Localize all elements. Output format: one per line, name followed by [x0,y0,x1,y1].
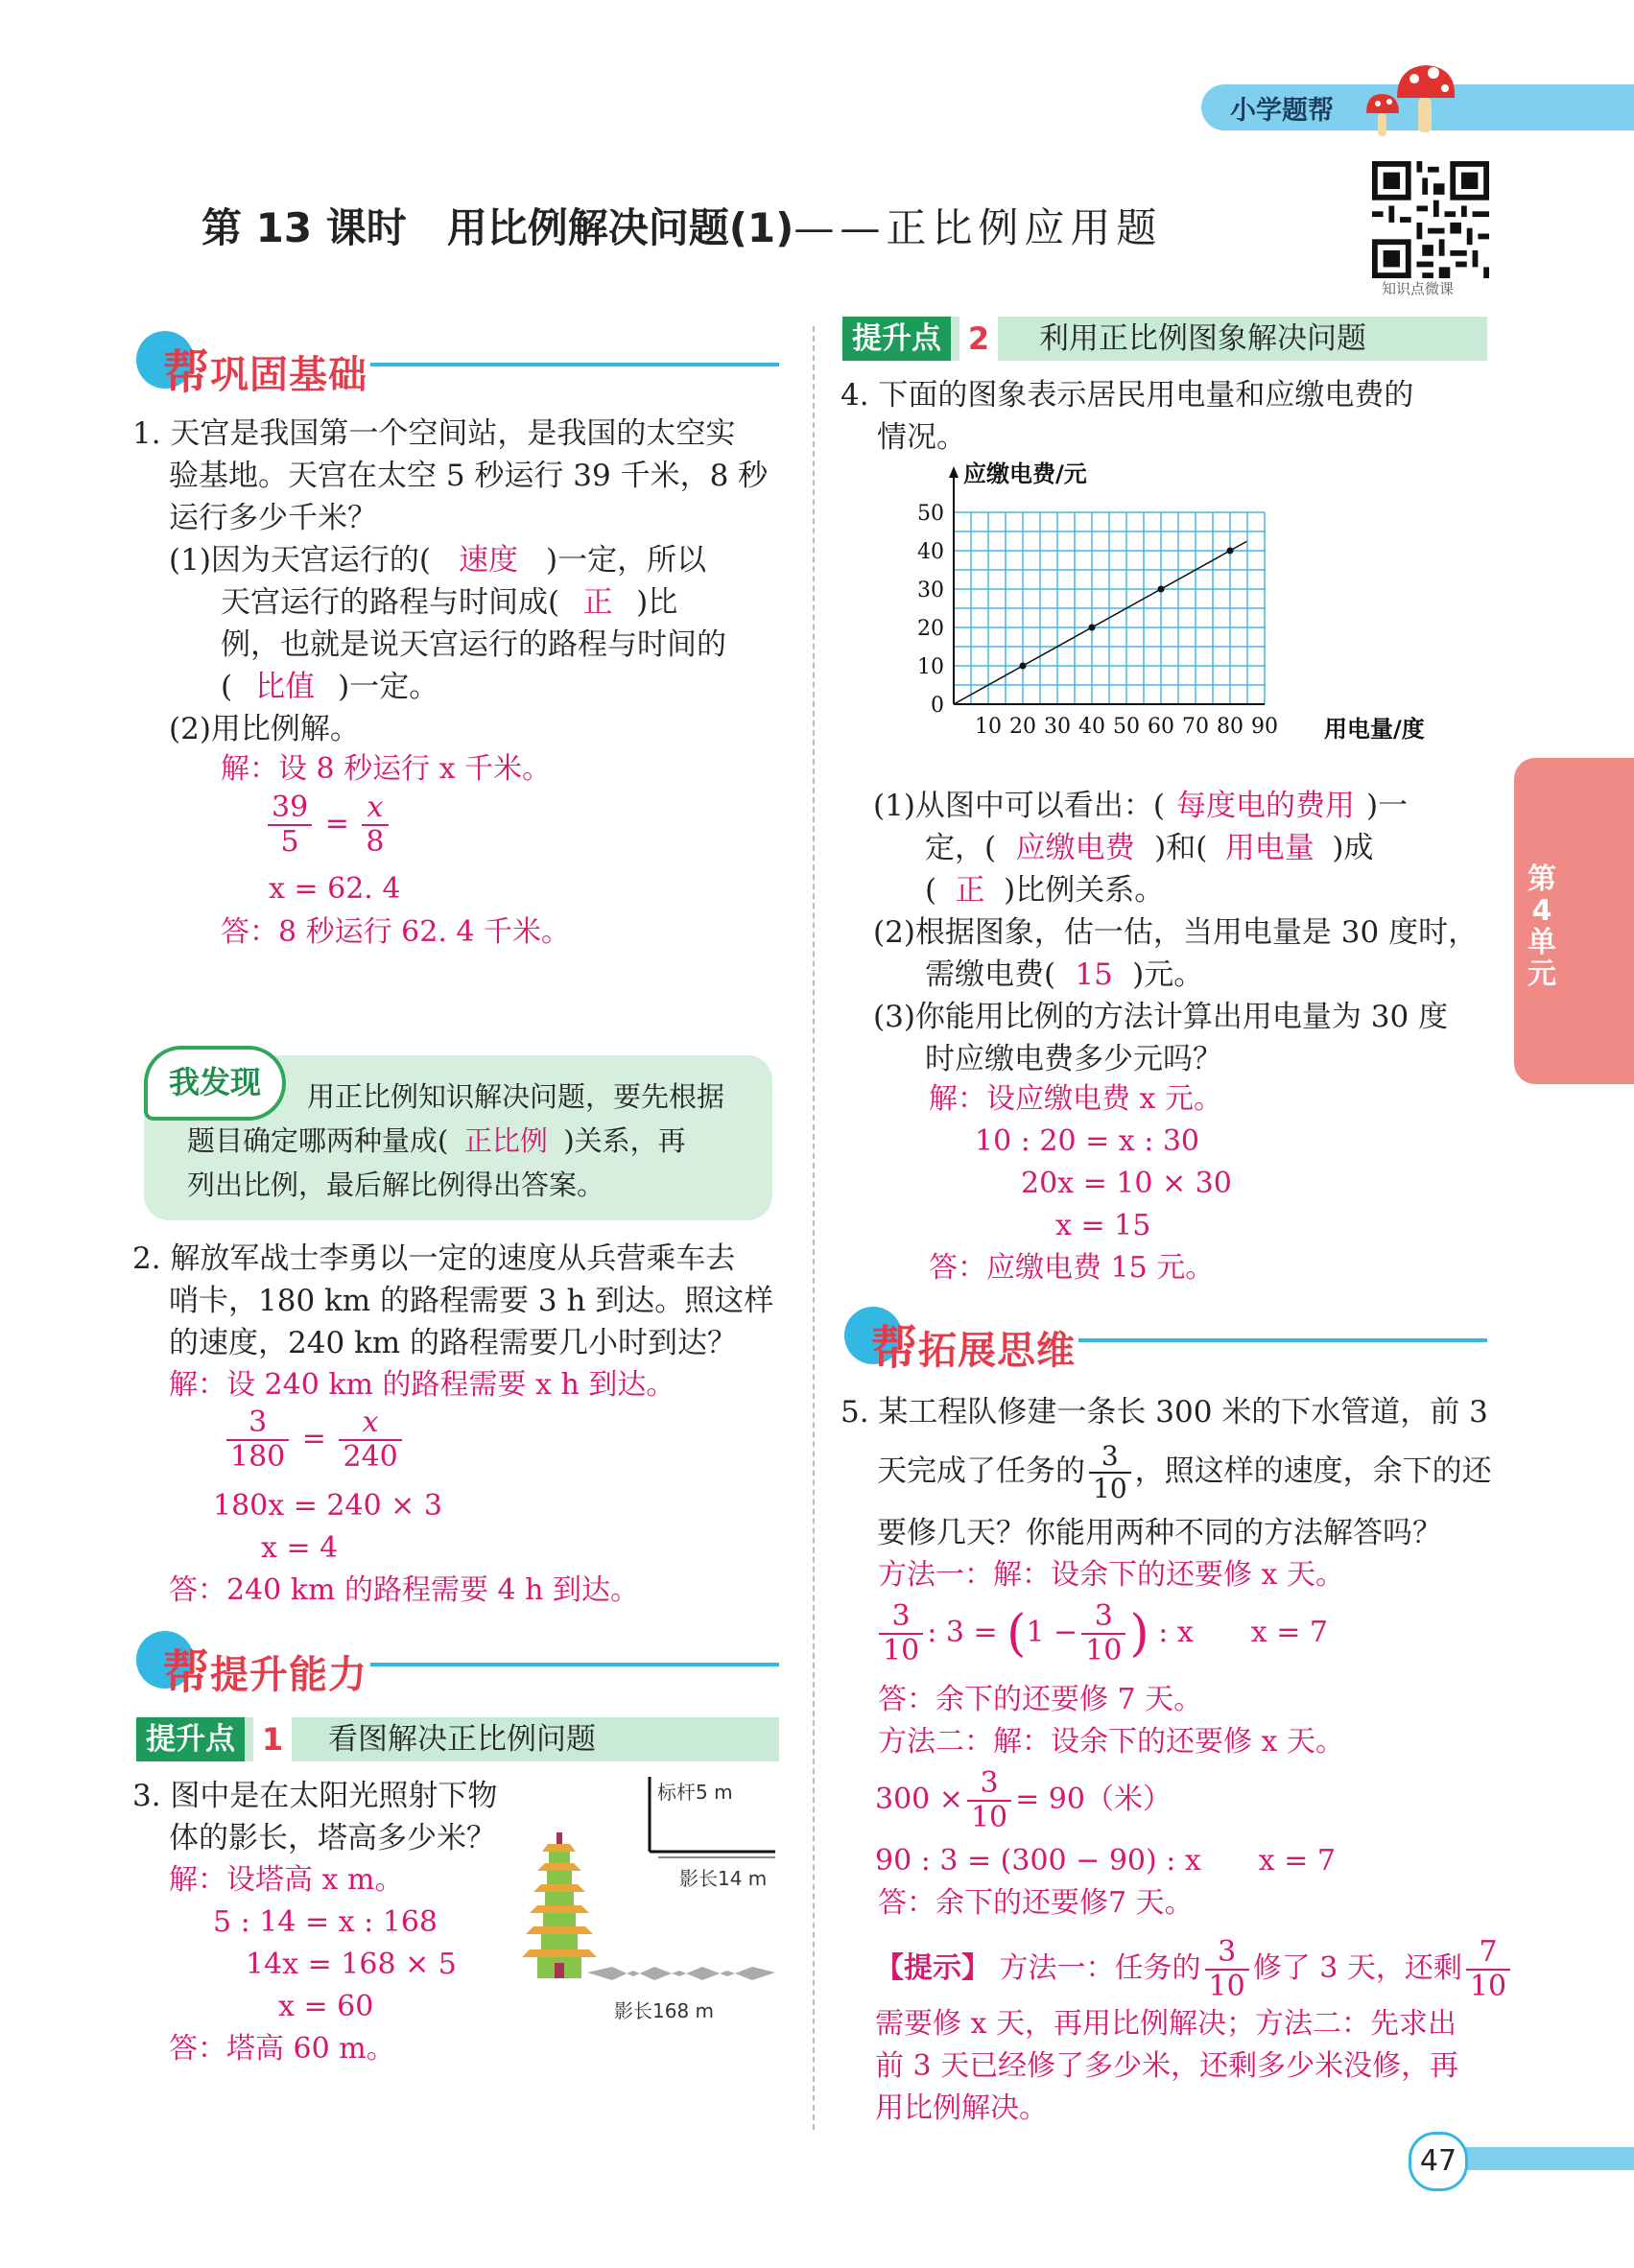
question-3-stem: 3. 图中是在太阳光照射下物 [132,1779,498,1813]
fraction [967,1767,1011,1834]
point-number: 1 [253,1717,292,1761]
denominator: 240 [343,1440,398,1474]
question-5-method-1: 方法一：解：设余下的还要修 x 天。 [878,1558,1344,1592]
question-2-stem: 2. 解放军战士李勇以一定的速度从兵营乘车去 [132,1241,736,1276]
question-3-eq-3: x = 60 [278,1990,374,2023]
text: 1 − [1026,1616,1078,1649]
answer-blank[interactable]: 正比例 [463,1124,548,1157]
numerator: 7 [1466,1936,1510,1971]
y-tick-label: 20 [917,617,944,641]
discover-line: 用正比例知识解决问题，要先根据 [307,1080,725,1113]
fraction [226,1406,289,1474]
question-2 [132,1238,785,1364]
question-4-part-3: (3)你能用比例的方法计算出用电量为 30 度 [873,1000,1449,1034]
question-4-eq-1: 10 : 20 = x : 30 [975,1124,1200,1158]
paren: ( [1006,1605,1027,1663]
x-tick-label: 70 [1182,715,1209,739]
text: )比 [636,585,678,620]
lesson-title-main: 第 13 课时 用比例解决问题(1) [201,204,794,251]
discover-label: 我发现 [144,1046,286,1121]
question-1-part-2: (2)用比例解。 [169,712,360,746]
denominator: 10 [970,1801,1008,1834]
page-number: 47 [1409,2132,1468,2191]
question-3-solution: 解：设塔高 x m。 [169,1863,404,1897]
fraction [1089,1441,1131,1504]
section-title-text: 拓展思维 [918,1329,1077,1373]
data-point [1020,663,1027,670]
numerator: 3 [967,1767,1011,1802]
fraction [1081,1600,1125,1667]
question-5-method-2: 方法二：解：设余下的还要修 x 天。 [878,1725,1344,1759]
section-title [871,1311,1076,1377]
y-axis-arrow [949,466,959,478]
question-2-eq-2: x = 4 [261,1531,339,1565]
lesson-title-sub: ——正比例应用题 [793,204,1163,251]
question-3-stem: 体的影长，塔高多少米？ [169,1821,496,1855]
numerator: 39 [268,791,312,826]
question-3-eq-1: 5 : 14 = x : 168 [213,1905,438,1939]
side-tab-char: 元 [1527,957,1556,991]
section-line [370,363,779,366]
hint-line: 需要修 x 天，再用比例解决；方法二：先求出 [875,2007,1456,2041]
question-4-stem: 情况。 [877,420,966,455]
text: )和( [1154,831,1208,865]
point-title: 看图解决正比例问题 [328,1722,596,1757]
text: ( [925,873,937,908]
answer-blank[interactable]: 应缴电费 [1015,831,1135,865]
chart-y-label: 应缴电费/元 [963,461,1087,487]
text: 方法一：任务的 [999,1951,1201,1985]
side-tab-char: 4 [1531,894,1552,928]
question-5-method-2-answer: 答：余下的还要修7 天。 [878,1886,1194,1920]
lesson-title [201,197,1162,254]
question-4-part-1 [873,785,1497,827]
question-2-stem: 的速度，240 km 的路程需要几小时到达？ [169,1326,738,1360]
section-title-char: 帮 [163,345,211,399]
section-title-text: 提升能力 [210,1653,368,1697]
chart-series [954,541,1246,704]
numerator: 3 [226,1406,289,1441]
text: : x x = 7 [1158,1616,1329,1649]
question-1-proportion: $\frac{39}{5}$ = $\frac{x}{8}$ [264,791,392,859]
chart-axes [949,466,1265,704]
denominator: 5 [280,825,299,859]
question-5-stem [841,1441,1503,1504]
side-tab-char: 单 [1527,926,1556,959]
question-1-stem: 验基地。天宫在太空 5 秒运行 39 千米，8 秒 [169,459,769,493]
section-heading-improve [136,1631,779,1699]
text: )一定。 [338,670,439,704]
section-heading-basics [136,331,779,399]
question-1-part-1-line: 例，也就是说天宫运行的路程与时间的 [221,627,726,662]
x-tick-label: 10 [975,715,1002,739]
question-4-answer: 答：应缴电费 15 元。 [929,1251,1215,1285]
question-4-part-1-line [873,827,1497,869]
text: 定，( [925,831,997,865]
x-tick-label: 30 [1044,715,1071,739]
question-4-part-1-line [873,869,1497,911]
question-4-solution: 解：设应缴电费 x 元。 [929,1082,1222,1116]
fraction [1205,1936,1249,2003]
answer-blank[interactable]: 用电量 [1224,831,1314,865]
x-tick-label: 50 [1113,715,1140,739]
question-1-part-1 [132,539,785,581]
answer-blank[interactable]: 正 [955,873,985,908]
chart-x-label: 用电量/度 [1324,716,1425,743]
question-5-stem: 要修几天？你能用两种不同的方法解答吗？ [877,1516,1442,1550]
text: )成 [1332,831,1374,865]
answer-blank[interactable]: 每度电的费用 [1176,789,1356,823]
text: (1)从图中可以看出：( [873,789,1166,823]
answer-blank[interactable]: 比值 [255,670,316,704]
answer-blank[interactable]: 15 [1075,957,1113,992]
fraction [339,1406,401,1474]
unit-side-tab-label [1526,863,1558,990]
fraction [268,791,312,859]
numerator: 3 [879,1600,923,1635]
section-line [370,1663,779,1666]
electricity-chart [912,459,1497,746]
data-point [1227,548,1234,555]
shadow-figure [518,1775,787,2015]
text: : 3 = [927,1616,998,1649]
x-tick-label: 40 [1078,715,1105,739]
numerator: 3 [1205,1936,1249,1971]
question-2-eq-1: 180x = 240 × 3 [213,1489,442,1523]
x-tick-label: 90 [1251,715,1278,739]
point-title: 利用正比例图象解决问题 [1039,321,1366,356]
series-line [954,541,1246,704]
text: 300 × [875,1783,963,1816]
question-4-part-3-line: 时应缴电费多少元吗？ [925,1042,1222,1076]
question-3-answer: 答：塔高 60 m。 [169,2032,395,2066]
text: )一定，所以 [546,543,707,578]
fraction [879,1600,923,1667]
point-tag: 提升点 [842,317,951,361]
section-line [1078,1338,1487,1342]
fraction [362,791,388,859]
hint-line [875,1935,1507,2003]
section-title [163,335,367,401]
denominator: 8 [366,825,385,859]
question-1-stem: 1. 天宫是我国第一个空间站，是我国的太空实 [132,416,736,451]
footer-bar [1449,2147,1634,2170]
discover-line: 列出比例，最后解比例得出答案。 [187,1169,605,1201]
point-bar-2 [842,317,1487,361]
question-2-proportion: $\frac{3}{180}$ = $\frac{x}{240}$ [223,1406,406,1474]
x-tick-label: 60 [1148,715,1174,739]
text: 修了 3 天，还剩 [1252,1951,1462,1985]
qr-code[interactable] [1372,161,1489,278]
y-tick-label: 10 [917,655,944,679]
question-4 [841,374,1493,459]
question-2-solution: 解：设 240 km 的路程需要 x h 到达。 [169,1368,675,1402]
text: )元。 [1132,957,1204,992]
question-5-method-2-eq-1 [875,1767,1172,1834]
x-tick-label: 80 [1217,715,1243,739]
text: )比例关系。 [1004,873,1165,908]
denominator: 10 [1085,1634,1123,1667]
point-bar-1 [136,1717,779,1761]
text: )一 [1366,789,1409,823]
y-tick-label: 30 [917,579,944,602]
figure-shadow-label-2: 影长168 m [614,1999,715,2022]
side-tab-char: 第 [1527,862,1556,896]
figure-pole-label: 标杆5 m [657,1781,733,1804]
question-5-hint [875,1935,1507,2130]
text: 需缴电费( [925,957,1056,992]
numerator: x [339,1406,401,1441]
denominator: 10 [1469,1970,1507,2003]
text: ( [221,670,233,704]
y-tick-label: 0 [931,694,944,718]
figure-shadow-label-1: 影长14 m [679,1867,768,1890]
question-5 [841,1391,1503,1554]
question-4-stem: 4. 下面的图象表示居民用电量和应缴电费的 [841,378,1414,413]
question-4-eq-2: 20x = 10 × 30 [1021,1167,1232,1200]
question-1-stem: 运行多少千米？ [169,501,377,535]
text: 天完成了任务的 [877,1453,1085,1489]
numerator: 3 [1081,1600,1125,1635]
question-4-parts [873,785,1497,1080]
denominator: 10 [1093,1473,1127,1504]
hint-line: 用比例解决。 [875,2091,1048,2125]
chart-grid [954,512,1265,704]
denominator: 10 [883,1634,920,1667]
hint-line: 前 3 天已经修了多少米，还剩多少米没修，再 [875,2049,1459,2083]
question-5-method-2-eq-2: 90 : 3 = (300 − 90) : x x = 7 [875,1844,1337,1878]
section-title-char: 帮 [871,1321,919,1375]
pagoda-icon [522,1832,597,1978]
question-1-answer: 答：8 秒运行 62. 4 千米。 [221,915,571,949]
text: = 90（米） [1015,1783,1172,1816]
question-2-answer: 答：240 km 的路程需要 4 h 到达。 [169,1573,639,1607]
text: )关系，再 [563,1124,686,1157]
point-number: 2 [959,317,998,361]
text: 题目确定哪两种量成( [187,1124,449,1157]
question-5-method-1-eq [875,1600,1328,1667]
answer-blank[interactable]: 正 [582,585,613,620]
data-point [1089,625,1096,631]
denominator: 10 [1208,1970,1245,2003]
text: 天宫运行的路程与时间成( [221,585,560,620]
section-title-char: 帮 [163,1645,211,1699]
x-tick-label: 20 [1009,715,1036,739]
fraction [1466,1936,1510,2003]
question-4-eq-3: x = 15 [1055,1209,1151,1242]
paren: ) [1129,1605,1149,1663]
question-5-method-1-answer: 答：余下的还要修 7 天。 [878,1683,1203,1716]
section-heading-extend [844,1307,1487,1375]
numerator: 3 [1089,1441,1131,1474]
point-tag: 提升点 [136,1717,245,1761]
question-4-part-2-line [873,954,1497,996]
question-1-result: x = 62. 4 [269,872,401,906]
question-1 [132,413,785,750]
y-tick-label: 50 [917,502,944,526]
qr-caption: 知识点微课 [1382,280,1455,297]
denominator: 180 [230,1440,286,1474]
question-4-part-2: (2)根据图象，估一估，当用电量是 30 度时， [873,915,1479,950]
data-point [1158,586,1165,593]
question-3 [132,1775,574,1859]
discover-text [187,1075,772,1207]
mushroom-icon [1351,58,1466,144]
question-1-part-1-line [132,666,785,708]
column-divider [813,326,815,2130]
hint-label: 【提示】 [875,1951,990,1985]
question-1-solution: 解：设 8 秒运行 x 千米。 [221,752,552,786]
question-2-stem: 哨卡，180 km 的路程需要 3 h 到达。照这样 [169,1284,774,1318]
numerator: x [362,791,388,826]
section-title-text: 巩固基础 [210,353,368,397]
text: (1)因为天宫运行的( [169,543,432,578]
question-5-stem: 5. 某工程队修建一条长 300 米的下水管道，前 3 [841,1395,1488,1429]
brand-name: 小学题帮 [1230,96,1334,126]
question-1-part-1-line [132,581,785,624]
y-tick-label: 40 [917,540,944,564]
question-3-eq-2: 14x = 168 × 5 [246,1948,457,1981]
answer-blank[interactable]: 速度 [459,543,519,578]
section-title [163,1635,367,1701]
discover-line [187,1119,772,1163]
text: ，照这样的速度，余下的还 [1134,1453,1492,1489]
